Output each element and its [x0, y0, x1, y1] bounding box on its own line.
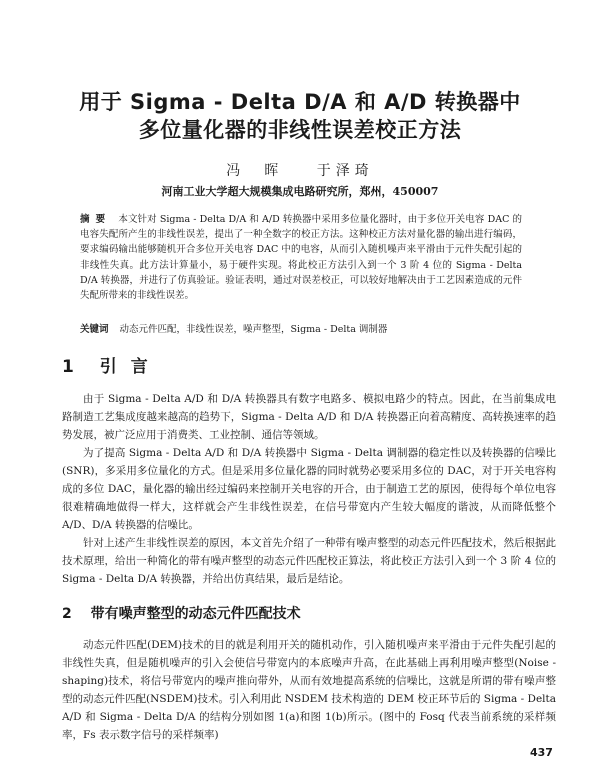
keywords	[80, 322, 522, 337]
abstract-label: 摘要	[80, 214, 112, 225]
section-1-number: 1	[62, 357, 74, 377]
section-1-heading	[62, 352, 162, 377]
section-2-heading	[62, 603, 301, 623]
paragraph: 为了提高 Sigma - Delta A/D 和 D/A 转换器中 Sigma - Delta 调制器的稳定性以及转换器的信噪比(SNR)，多采用多位量化的方式。但是采用多位量化器的同时就势必要采用多位的 DAC，对于开关电容构成的多位 DAC，量化器的输出经过编码来控制开关电容的开合，由于制造工艺的原因，使得每个单位电容很难精确地做得一样大，这样就会产生非线性误差，在信号带宽内产生较大幅度的谐波，从而降低整个 A/D、D/A 转换器的信噪比。	[62, 447, 556, 531]
section-2-body	[62, 636, 556, 744]
keywords-label: 关键词	[80, 324, 109, 335]
affiliation: 河南工业大学超大规模集成电路研究所，郑州，450007	[161, 185, 439, 198]
paragraph: 由于 Sigma - Delta A/D 和 D/A 转换器具有数字电路多、模拟电路少的特点。因此，在当前集成电路制造工艺集成度越来越高的趋势下，Sigma - Delta A/D 和 D/A 转换器正向着高精度、高转换速率的趋势发展，被广泛应用于消费类、工业控制、通信等领域。	[62, 393, 556, 441]
author-name: 于泽琦	[316, 163, 374, 179]
abstract-text: 本文针对 Sigma - Delta D/A 和 A/D 转换器中采用多位量化器时，由于多位开关电容 DAC 的电容失配所产生的非线性误差，提出了一种全数字的校正方法。这种校正方法对量化器的输出进行编码，要求编码输出能够随机开合多位开关电容 DAC 中的电容，从而引入随机噪声来平滑由于元件失配引起的非线性失真。此方法计算量小，易于硬件实现。将此校正方法引入到一个 3 阶 4 位的 Sigma - Delta D/A 转换器，并进行了仿真验证。验证表明，通过对误差校正，可以较好地解决由于工艺因素造成的元件失配所带来的非线性误差。	[80, 214, 522, 302]
paragraph: 动态元件匹配(DEM)技术的目的就是利用开关的随机动作，引入随机噪声来平滑由于元件失配引起的非线性失真，但是随机噪声的引入会使信号带宽内的本底噪声升高，在此基础上再利用噪声整型(Noise - shaping)技术，将信号带宽内的噪声推向带外，从而有效地提高系统的信噪比，这就是所谓的带有噪声整型的动态元件匹配(NSDEM)技术。引入利用此 NSDEM 技术构造的 DEM 校正环节后的 Sigma - Delta A/D 和 Sigma - Delta D/A 的结构分别如图 1(a)和图 1(b)所示。(图中的 Fosq 代表当前系统的采样频率，Fs 表示数字信号的采样频率)	[62, 639, 556, 741]
section-1-body	[62, 390, 556, 588]
section-2-title: 带有噪声整型的动态元件匹配技术	[90, 606, 301, 622]
author-name: 冯 晖	[226, 163, 284, 179]
paragraph: 针对上述产生非线性误差的原因，本文首先介绍了一种带有噪声整型的动态元件匹配技术，然后根据此技术原理，给出一种简化的带有噪声整型的动态元件匹配校正算法，将此校正方法引入到一个 3 阶 4 位的 Sigma - Delta D/A 转换器，并给出仿真结果，最后是结论。	[62, 537, 556, 585]
section-2-number: 2	[62, 606, 72, 622]
abstract	[80, 212, 522, 303]
section-1-title: 引言	[99, 357, 162, 377]
keywords-text: 动态元件匹配，非线性误差，噪声整型，Sigma - Delta 调制器	[119, 324, 388, 335]
paper-title-line-2: 多位量化器的非线性误差校正方法	[138, 118, 462, 142]
page-number: 437	[530, 746, 553, 759]
author-list	[40, 160, 560, 180]
paper-title-line-1: 用于 Sigma - Delta D/A 和 A/D 转换器中	[79, 90, 521, 114]
